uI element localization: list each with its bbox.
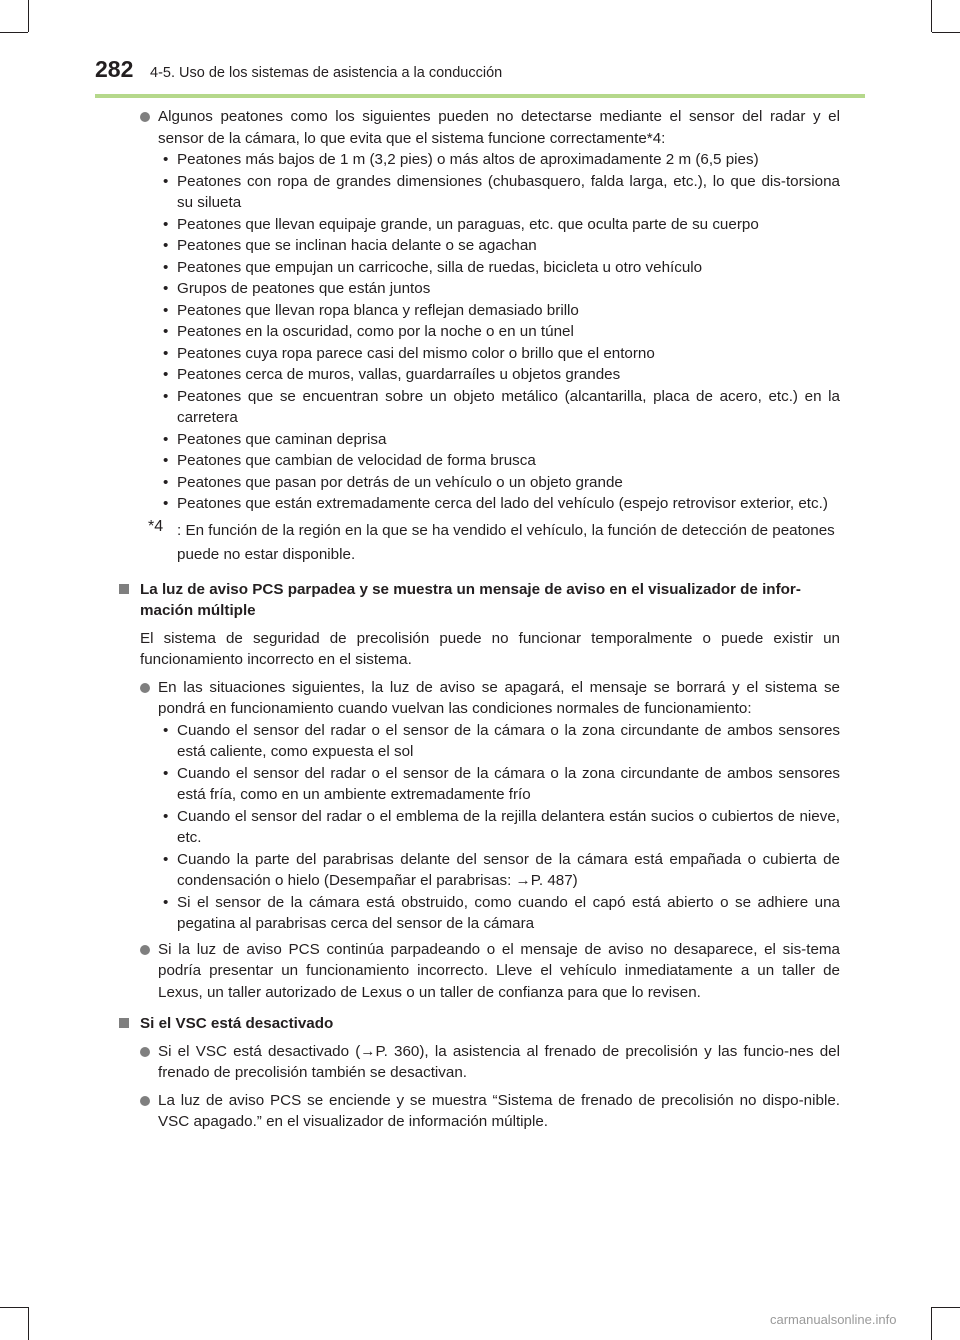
pedestrians-intro: Algunos peatones como los siguientes pueden no detectarse mediante el sensor del radar y el sensor de la cámara, lo que evita que el sistema funcione correctamente*4:: [118, 106, 840, 149]
crop-mark: [0, 32, 28, 33]
situation-list: [118, 720, 840, 935]
list-item: • Peatones que empujan un carricoche, silla de ruedas, bicicleta u otro vehículo: [177, 257, 840, 279]
bullet-icon: •: [163, 387, 169, 405]
bullet-icon: •: [163, 495, 169, 512]
bullet-icon: •: [163, 366, 169, 383]
bullet-icon: •: [163, 301, 169, 319]
list-item: • Grupos de peatones que están juntos: [177, 278, 840, 300]
crop-mark: [931, 0, 932, 32]
square-bullet-icon: [119, 1018, 129, 1028]
bullet-icon: •: [163, 807, 169, 825]
bullet-icon: •: [163, 473, 169, 491]
situations-intro: En las situaciones siguientes, la luz de aviso se apagará, el mensaje se borrará y el sistema se pondrá en funcionamiento cuando vuelvan las condiciones normales de funcionamiento:: [118, 677, 840, 720]
list-item: • Peatones con ropa de grandes dimensiones (chubasquero, falda larga, etc.), lo que dis-torsiona su silueta: [163, 172, 840, 211]
list-item: • Peatones que se inclinan hacia delante o se agachan: [177, 235, 840, 257]
crop-mark: [28, 1307, 29, 1340]
list-item: • Peatones cerca de muros, vallas, guardarraíles u objetos grandes: [177, 364, 840, 386]
crop-mark: [932, 1307, 960, 1308]
footnote-mark: *4: [148, 517, 164, 535]
list-item: • Cuando el sensor del radar o el emblema de la rejilla delantera están sucios o cubiertos de nieve, etc.: [163, 807, 840, 846]
footnote: [118, 519, 840, 567]
crop-mark: [0, 1307, 28, 1308]
square-bullet-icon: [119, 584, 129, 594]
bullet-icon: •: [163, 237, 169, 254]
bullet-icon: •: [163, 323, 169, 340]
bullet-icon: •: [163, 850, 169, 868]
bullet-dot-icon: [140, 112, 150, 122]
warning-text: El sistema de seguridad de precolisión puede no funcionar temporalmente o puede existir un funcionamiento incorrecto en el sistema.: [140, 629, 840, 668]
list-item: • Cuando la parte del parabrisas delante del sensor de la cámara está empañada o cubierta de condensación o hielo (Desempañar el parabrisas: →P. 487): [163, 850, 840, 889]
bullet-icon: •: [163, 452, 169, 469]
list-item: • Peatones que caminan deprisa: [177, 429, 840, 451]
list-item: • Peatones que cambian de velocidad de forma brusca: [177, 450, 840, 472]
vsc-paragraph-1: Si el VSC está desactivado (→P. 360), la asistencia al frenado de precolisión y las funcio-nes del frenado de precolisión también se desactivan.: [118, 1041, 840, 1084]
list-item: • Peatones que llevan equipaje grande, un paraguas, etc. que oculta parte de su cuerpo: [177, 214, 840, 236]
warning-heading: La luz de aviso PCS parpadea y se muestra un mensaje de aviso en el visualizador de infor-mación múltiple: [118, 579, 840, 622]
bullet-dot-icon: [140, 1096, 150, 1106]
bullet-icon: •: [163, 893, 169, 911]
vsc-paragraph-2: La luz de aviso PCS se enciende y se muestra “Sistema de frenado de precolisión no dispo-nible. VSC apagado.” en el visualizador de información múltiple.: [118, 1090, 840, 1133]
bullet-dot-icon: [140, 945, 150, 955]
crop-mark: [28, 0, 29, 32]
list-item: • Peatones que pasan por detrás de un vehículo o un objeto grande: [177, 472, 840, 494]
list-item: • Si el sensor de la cámara está obstruido, como cuando el capó está abierto o se adhiere una pegatina al parabrisas cerca del sensor de la cámara: [163, 893, 840, 932]
page-header: [95, 56, 865, 96]
bullet-icon: •: [163, 721, 169, 739]
bullet-icon: •: [163, 215, 169, 233]
watermark: carmanualsonline.info: [770, 1312, 897, 1327]
bullet-icon: •: [163, 344, 169, 362]
bullet-dot-icon: [140, 683, 150, 693]
bullet-icon: •: [163, 764, 169, 782]
list-item: • Peatones cuya ropa parece casi del mismo color o brillo que el entorno: [177, 343, 840, 365]
list-item: • Peatones más bajos de 1 m (3,2 pies) o más altos de aproximadamente 2 m (6,5 pies): [177, 149, 840, 171]
bullet-icon: •: [163, 280, 169, 297]
list-item: • Cuando el sensor del radar o el sensor de la cámara o la zona circundante de ambos sensores está fría, como en un ambiente extremadamente frío: [163, 764, 840, 803]
bullet-icon: •: [163, 151, 169, 168]
blinking-paragraph: Si la luz de aviso PCS continúa parpadeando o el mensaje de aviso no desaparece, el sis-tema podría presentar un funcionamiento incorrecto. Lleve el vehículo inmediatamente a un taller de Lexus, un taller autorizado de Lexus o un taller de confianza para que lo revisen.: [118, 939, 840, 1004]
vsc-heading: Si el VSC está desactivado: [118, 1013, 840, 1035]
bullet-dot-icon: [140, 1047, 150, 1057]
bullet-icon: •: [163, 172, 169, 190]
page-number: 282: [95, 56, 134, 82]
list-item: • Peatones en la oscuridad, como por la noche o en un túnel: [177, 321, 840, 343]
footnote-text: : En función de la región en la que se ha vendido el vehículo, la función de detección de peatones puede no estar disponible.: [177, 521, 835, 563]
page-content: [118, 106, 840, 1133]
list-item: • Peatones que se encuentran sobre un objeto metálico (alcantarilla, placa de acero, etc.) en la carretera: [163, 387, 840, 426]
list-item: • Cuando el sensor del radar o el sensor de la cámara o la zona circundante de ambos sensores está caliente, como expuesta el sol: [163, 721, 840, 760]
bullet-icon: •: [163, 258, 169, 276]
section-title: 4-5. Uso de los sistemas de asistencia a la conducción: [150, 65, 503, 81]
bullet-icon: •: [163, 430, 169, 448]
crop-mark: [932, 32, 960, 33]
crop-mark: [931, 1307, 932, 1340]
pedestrian-list: [118, 149, 840, 515]
list-item: • Peatones que están extremadamente cerca del lado del vehículo (espejo retrovisor exterior, etc.): [177, 493, 840, 515]
header-rule: [95, 94, 865, 98]
list-item: • Peatones que llevan ropa blanca y reflejan demasiado brillo: [177, 300, 840, 322]
